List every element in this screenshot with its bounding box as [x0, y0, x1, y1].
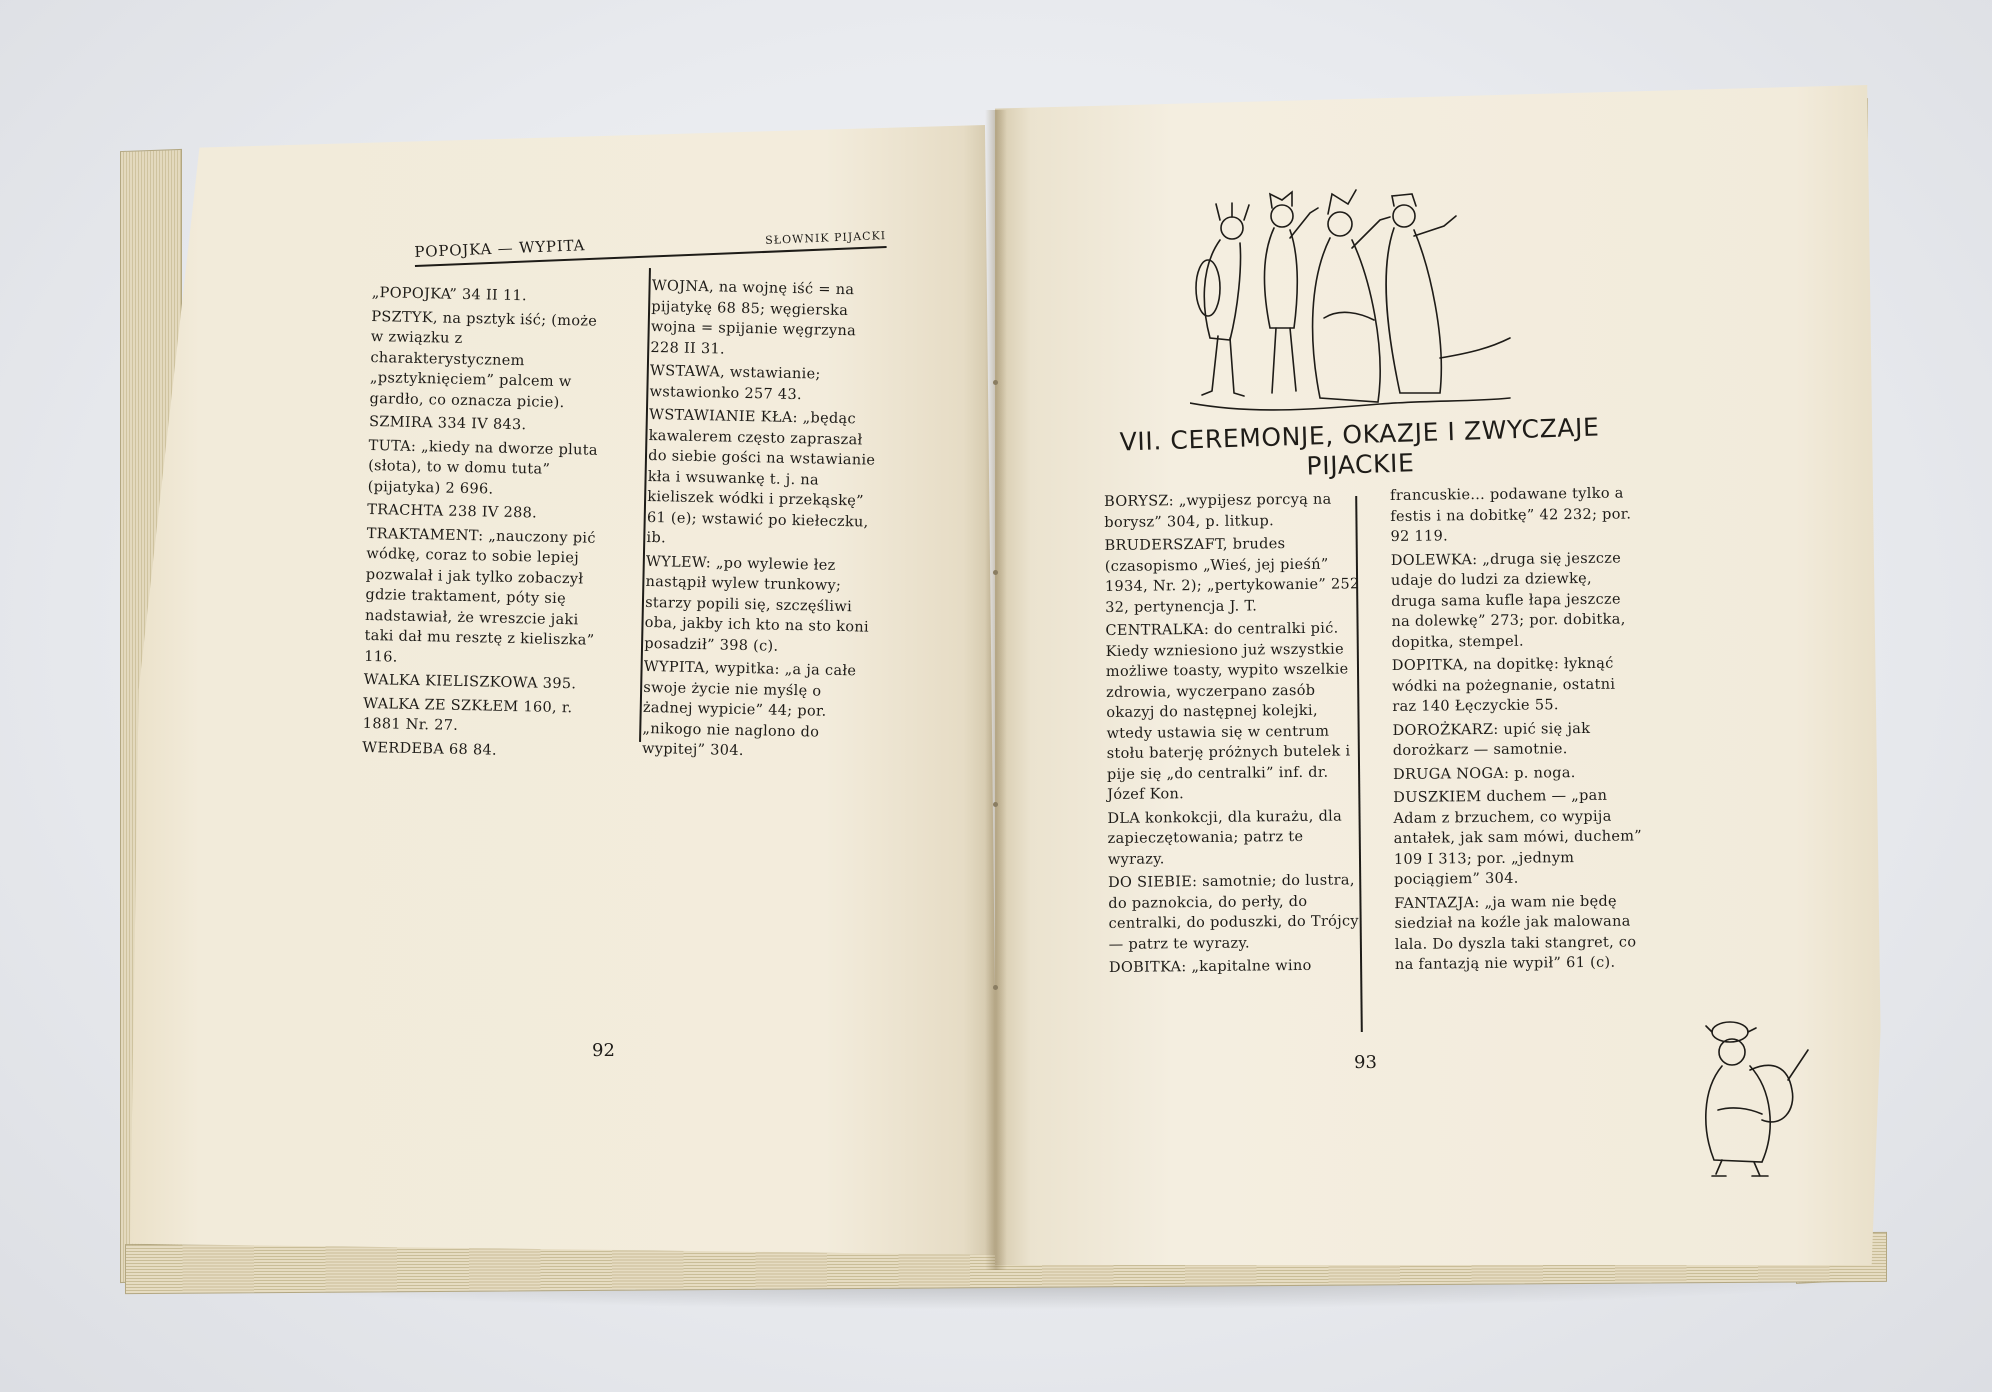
book-gutter: [985, 110, 1007, 1270]
dictionary-entry: BORYSZ: „wypijesz porcyą na borysz” 304, p. litkup.: [1104, 491, 1332, 531]
binding-stitch: [993, 380, 998, 385]
dictionary-entry: TRACHTA 238 IV 288.: [367, 501, 538, 522]
dictionary-entry: WALKA KIELISZKOWA 395.: [363, 671, 577, 693]
running-head-book: SŁOWNIK PIJACKI: [764, 229, 887, 247]
dictionary-entry: „POPOJKA” 34 II 11.: [371, 284, 528, 305]
drinker-illustration: [1692, 1010, 1822, 1180]
dictionary-entry: TUTA: „kiedy na dworze pluta (słota), to w domu tuta” (pijatyka) 2 696.: [367, 437, 598, 498]
left-column-2: [642, 276, 882, 767]
running-head-title: POPOJKA — WYPITA: [414, 236, 586, 262]
dictionary-entry: DLA konkokcji, dla kurażu, dla zapieczętowania; patrz te wyrazy.: [1107, 808, 1343, 868]
page-number-left: 92: [592, 1040, 615, 1061]
dictionary-entry: WERDEBA 68 84.: [362, 739, 498, 759]
figure-left: [1196, 203, 1249, 396]
binding-stitch: [993, 802, 998, 807]
right-column-1: [1104, 489, 1364, 981]
dictionary-entry: francuskie... podawane tylko a festis i na dobitkę” 42 232; por. 92 119.: [1390, 485, 1632, 545]
dictionary-entry: WSTAWIANIE KŁA: „będąc kawalerem często zapraszał do siebie gości na wstawianie kła i wsuwankę t. j. na kieliszek wódki i przekąskę” 61 (e); wstawić po kiełeczku, ib.: [646, 406, 876, 547]
left-column-1: [362, 283, 607, 766]
chapter-title: VII. CEREMONJE, OKAZJE I ZWYCZAJE PIJACKIE: [1119, 412, 1600, 481]
revelers-illustration: [1190, 188, 1520, 418]
dictionary-entry: TRAKTAMENT: „nauczony pić wódkę, coraz to sobie lepiej pozwalał i jak tylko zobaczył gdzie traktament, póty się nadstawiał, że wreszcie jaki taki dał mu resztę z kieliszka” 116.: [364, 525, 596, 666]
dictionary-entry: CENTRALKA: do centralki pić. Kiedy wzniesiono już wszystkie możliwe toasty, wypito wszelkie zdrowia, wyczerpano zasób okazyj do następnej kolejki, wtedy ustawia się w centrum stołu baterję próżnych butelek i pije się „do centralki” inf. dr. Józef Kon.: [1105, 620, 1351, 803]
figure-right: [1386, 194, 1510, 393]
dictionary-entry: DOPITKA, na dopitkę: łyknąć wódki na pożegnanie, ostatni raz 140 Łęczyckie 55.: [1391, 655, 1616, 715]
figure-center-left: [1265, 192, 1319, 393]
dictionary-entry: DUSZKIEM duchem — „pan Adam z brzuchem, co wypija antałek, jak sam mówi, duchem” 109 I 313; por. „jednym pociągiem” 304.: [1393, 787, 1643, 888]
dictionary-entry: DRUGA NOGA: p. noga.: [1392, 764, 1576, 783]
dictionary-entry: SZMIRA 334 IV 843.: [368, 413, 527, 434]
dictionary-entry: WYLEW: „po wylewie łez nastąpił wylew trunkowy; starzy popili się, szczęśliwi oba, jakby ich kto na sto koni posadził” 398 (c).: [644, 553, 870, 655]
binding-stitch: [993, 570, 998, 575]
dictionary-entry: FANTAZJA: „ja wam nie będę siedział na koźle jak malowana lala. Do dyszla taki stangret, co na fantazją nie wypił” 61 (c).: [1394, 893, 1637, 973]
dictionary-entry: PSZTYK, na psztyk iść; (może w związku z charakterystycznem „psztyknięciem” palcem w gardło, co oznacza picie).: [369, 308, 598, 411]
dictionary-entry: BRUDERSZAFT, brudes (czasopismo „Wieś, jej pieśń” 1934, Nr. 2); „pertykowanie” 252 32, pertynencja J. T.: [1104, 536, 1360, 616]
dictionary-entry: WYPITA, wypitka: „a ja całe swoje życie nie myślę o żadnej wypicie” 44; por. „nikogo nie naglono do wypitej” 304.: [641, 658, 857, 760]
binding-stitch: [993, 985, 998, 990]
figure-center: [1313, 190, 1390, 402]
dictionary-entry: DOLEWKA: „druga się jeszcze udaje do ludzi za dziewkę, druga sama kufle łapa jeszcze na dolewkę” 273; por. dobitka, dopitka, stempel.: [1390, 550, 1626, 651]
dictionary-entry: DOROŻKARZ: upić się jak dorożkarz — samotnie.: [1392, 720, 1591, 759]
dictionary-entry: WALKA ZE SZKŁEM 160, r. 1881 Nr. 27.: [362, 695, 573, 734]
dictionary-entry: WSTAWA, wstawianie; wstawionko 257 43.: [649, 362, 821, 403]
right-column-2: [1390, 483, 1645, 978]
dictionary-entry: WOJNA, na wojnę iść = na pijatykę 68 85; węgierska wojna = spijanie węgrzyna 228 II 31.: [650, 277, 857, 358]
page-number-right: 93: [1354, 1052, 1377, 1073]
dictionary-entry: DO SIEBIE: samotnie; do lustra, do paznokcia, do perły, do centralki, do poduszki, do Trójcy — patrz te wyrazy.: [1108, 872, 1359, 953]
dictionary-entry: DOBITKA: „kapitalne wino: [1108, 957, 1312, 976]
